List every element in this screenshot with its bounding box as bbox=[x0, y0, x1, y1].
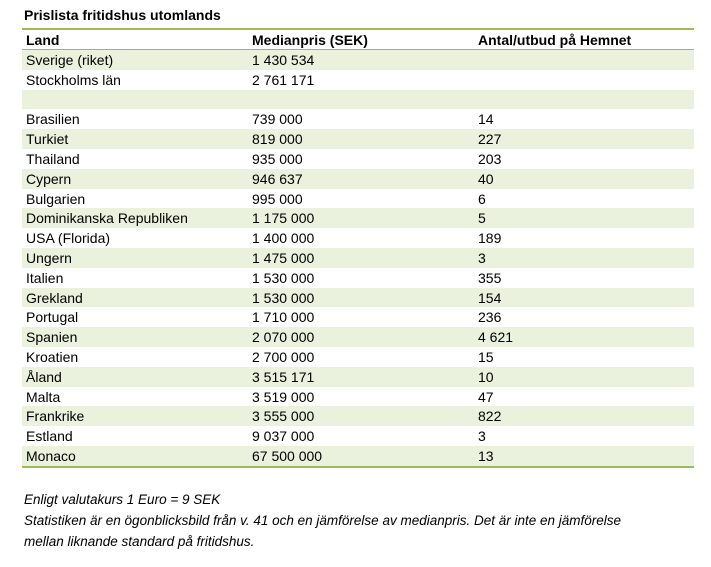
table-row bbox=[22, 288, 694, 308]
table-row bbox=[22, 307, 694, 327]
cell-country: Stockholms län bbox=[26, 71, 121, 88]
cell-listing-count: 15 bbox=[478, 348, 494, 365]
table-title: Prislista fritidshus utomlands bbox=[24, 7, 221, 23]
cell-country: Malta bbox=[26, 388, 61, 405]
cell-country: Bulgarien bbox=[26, 190, 86, 207]
cell-listing-count: 13 bbox=[478, 447, 494, 464]
table-row bbox=[22, 228, 694, 248]
table-row bbox=[22, 406, 694, 426]
cell-median-price: 1 530 000 bbox=[252, 269, 315, 286]
cell-country: Frankrike bbox=[26, 408, 85, 425]
price-table bbox=[22, 28, 694, 468]
cell-country: Brasilien bbox=[26, 111, 80, 128]
header-listing-count: Antal/utbud på Hemnet bbox=[478, 32, 632, 48]
table-row bbox=[22, 248, 694, 268]
cell-median-price: 3 555 000 bbox=[252, 408, 315, 425]
disclaimer-note-line1: Statistiken är en ögonblicksbild från v. 41 och en jämförelse av medianpris. Det är inte en jämförelse bbox=[24, 513, 622, 528]
cell-median-price: 995 000 bbox=[252, 190, 303, 207]
cell-listing-count: 4 621 bbox=[478, 329, 514, 346]
disclaimer-note-line2: mellan liknande standard på fritidshus. bbox=[24, 534, 255, 549]
cell-median-price: 2 070 000 bbox=[252, 329, 315, 346]
cell-median-price: 819 000 bbox=[252, 131, 303, 148]
cell-country: Sverige (riket) bbox=[26, 52, 114, 68]
table-row bbox=[22, 169, 694, 189]
cell-median-price: 1 710 000 bbox=[252, 309, 315, 326]
cell-listing-count: 227 bbox=[478, 131, 502, 148]
table-row bbox=[22, 149, 694, 169]
cell-country: Cypern bbox=[26, 170, 72, 187]
cell-country: Italien bbox=[26, 269, 64, 286]
cell-listing-count: 6 bbox=[478, 190, 486, 207]
cell-country: Kroatien bbox=[26, 348, 79, 365]
cell-listing-count: 5 bbox=[478, 210, 486, 227]
cell-median-price: 2 761 171 bbox=[252, 71, 315, 88]
table-row bbox=[22, 446, 694, 466]
cell-country: Ungern bbox=[26, 249, 72, 266]
cell-median-price: 946 637 bbox=[252, 170, 303, 187]
cell-listing-count: 14 bbox=[478, 111, 494, 128]
cell-median-price: 1 530 000 bbox=[252, 289, 315, 306]
cell-median-price: 935 000 bbox=[252, 150, 303, 167]
table-row bbox=[22, 426, 694, 446]
cell-country: Monaco bbox=[26, 447, 76, 464]
table-row bbox=[22, 90, 694, 110]
table-row bbox=[22, 367, 694, 387]
cell-listing-count: 3 bbox=[478, 428, 486, 445]
table-row bbox=[22, 347, 694, 367]
cell-median-price: 67 500 000 bbox=[252, 447, 323, 464]
cell-median-price: 3 515 171 bbox=[252, 368, 315, 385]
cell-country: Spanien bbox=[26, 329, 78, 346]
table-row bbox=[22, 50, 694, 70]
cell-median-price: 739 000 bbox=[252, 111, 303, 128]
table-row bbox=[22, 208, 694, 228]
table-row bbox=[22, 387, 694, 407]
cell-listing-count: 3 bbox=[478, 249, 486, 266]
cell-country: Grekland bbox=[26, 289, 83, 306]
cell-country: Åland bbox=[26, 368, 62, 385]
cell-median-price: 1 400 000 bbox=[252, 230, 315, 247]
cell-median-price: 9 037 000 bbox=[252, 428, 315, 445]
cell-listing-count: 236 bbox=[478, 309, 502, 326]
cell-median-price: 1 430 534 bbox=[252, 52, 315, 68]
table-row bbox=[22, 327, 694, 347]
cell-country: Estland bbox=[26, 428, 73, 445]
cell-listing-count: 203 bbox=[478, 150, 502, 167]
cell-country: USA (Florida) bbox=[26, 230, 111, 247]
header-median-price: Medianpris (SEK) bbox=[252, 32, 368, 48]
cell-country: Dominikanska Republiken bbox=[26, 210, 188, 227]
table-body bbox=[22, 50, 694, 466]
table-row bbox=[22, 70, 694, 90]
cell-listing-count: 47 bbox=[478, 388, 494, 405]
header-country: Land bbox=[26, 32, 60, 48]
cell-listing-count: 10 bbox=[478, 368, 494, 385]
cell-country: Turkiet bbox=[26, 131, 69, 148]
table-row bbox=[22, 268, 694, 288]
cell-median-price: 3 519 000 bbox=[252, 388, 315, 405]
cell-median-price: 1 475 000 bbox=[252, 249, 315, 266]
footnotes bbox=[24, 489, 621, 552]
cell-listing-count: 40 bbox=[478, 170, 494, 187]
exchange-rate-note: Enligt valutakurs 1 Euro = 9 SEK bbox=[24, 492, 221, 507]
table-row bbox=[22, 109, 694, 129]
table-row bbox=[22, 189, 694, 209]
cell-median-price: 2 700 000 bbox=[252, 348, 315, 365]
cell-median-price: 1 175 000 bbox=[252, 210, 315, 227]
cell-listing-count: 189 bbox=[478, 230, 502, 247]
table-header-row bbox=[22, 30, 694, 50]
table-row bbox=[22, 129, 694, 149]
cell-listing-count: 822 bbox=[478, 408, 502, 425]
cell-listing-count: 355 bbox=[478, 269, 502, 286]
cell-listing-count: 154 bbox=[478, 289, 502, 306]
cell-country: Portugal bbox=[26, 309, 79, 326]
cell-country: Thailand bbox=[26, 150, 80, 167]
